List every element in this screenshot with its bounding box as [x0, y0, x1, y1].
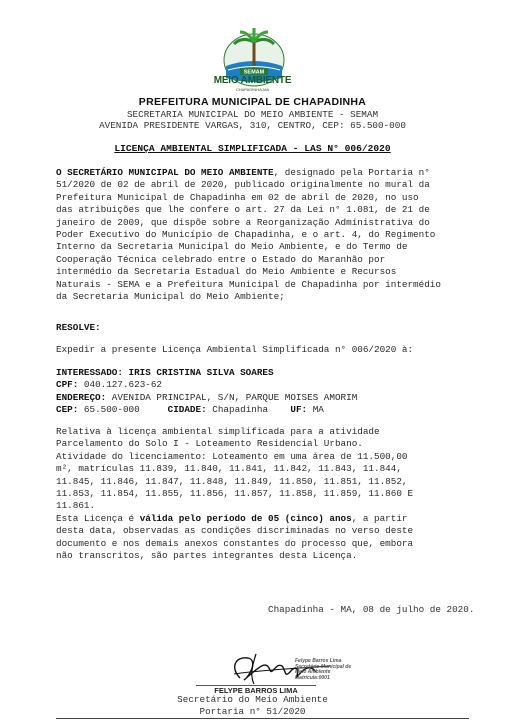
- intro-line: , designado pela Portaria n°: [273, 167, 430, 178]
- logo-brand: MEIO AMBIENTE: [213, 75, 292, 86]
- intro-bold-lead: O SECRETÁRIO MUNICIPAL DO MEIO AMBIENTE: [56, 167, 274, 178]
- cep-value: 65.500-000: [78, 404, 140, 416]
- handwritten-signature-icon: [200, 648, 380, 688]
- validade-line: documento e nos demais anexos constantes do processo que, embora: [56, 537, 414, 549]
- interessado-name: INTERESSADO: IRIS CRISTINA SILVA SOARES: [56, 367, 274, 378]
- intro-line: das atribuições que lhe confere o art. 27 da Lei n° 1.081, de 21 de: [56, 204, 430, 216]
- intro-line: Prefeitura Municipal de Chapadinha em 02 de abril de 2020, no uso: [56, 191, 419, 203]
- validade-bold: válida pelo período de 05 (cinco) anos: [139, 512, 352, 524]
- atividade-line: Atividade do licenciamento: Loteamento em uma área de 11.500,00: [56, 450, 408, 462]
- header-address: AVENIDA PRESIDENTE VARGAS, 310, CENTRO, CEP: 65.500-000: [99, 120, 406, 131]
- atividade-line: 11.853, 11.854, 11.855, 11.856, 11.857, 11.858, 11.859, 11.860 E: [56, 488, 414, 500]
- atividade-line: 11.861.: [56, 500, 96, 512]
- signer-portaria: Portaria n° 51/2020: [199, 706, 306, 717]
- logo-sub: CHAPADINHA-MA: [235, 87, 270, 92]
- resolve-label: RESOLVE:: [56, 322, 101, 333]
- intro-line: Interno da Secretaria Municipal do Meio Ambiente, e do Termo de: [56, 241, 408, 253]
- atividade-line: Relativa à licença ambiental simplificada para a atividade: [56, 426, 380, 437]
- intro-line: da Secretaria Municipal do Meio Ambiente;: [56, 291, 285, 303]
- cpf-value: 040.127.623-62: [78, 379, 163, 391]
- endereco-value: AVENIDA PRINCIPAL, S/N, PARQUE MOISES AMORIM: [106, 391, 358, 403]
- atividade-line: m², matrículas 11.839, 11.840, 11.841, 11.842, 11.843, 11.844,: [56, 463, 402, 475]
- expedir-text: Expedir a presente Licença Ambiental Simplificada n° 006/2020 à:: [56, 344, 414, 355]
- signature-stamp: Felype Barros Lima Secretário Municipal de Meio Ambiente Matrícula:0001: [295, 658, 352, 681]
- atividade-line: 11.845, 11.846, 11.847, 11.848, 11.849, 11.850, 11.851, 11.852,: [56, 475, 408, 487]
- intro-line: Naturais - SEMA e a Prefeitura Municipal de Chapadinha por intermédio: [56, 278, 441, 290]
- signer-role: Secretário do Meio Ambiente: [177, 694, 328, 705]
- intro-line: Poder Executivo do Município de Chapadinha, e o art. 4, do Regimento: [56, 229, 436, 241]
- atividade-paragraph: Relativa à licença ambiental simplificada para a atividade Parcelamento do Solo I - Loteamento Residencial Urbano. Atividade do licenciamento: Loteamento em uma área de 11.500,00 m², matrículas 11.839, 11.840, 11.841, 11.842, 11.843, 11.844, 11.845, 11.846, 11.847, 11.848, 11.849, 11.850, 11.851, 11.852, 11.853, 11.854, 11.855, 11.856, 11.857, 11.858, 11.859, 11.860 E 11.861. Esta Licença é válida pelo período de 05 (cinco) anos, a partir desta data, observadas as condições discriminadas no verso deste documento e nos demais anexos constantes do processo que, embora não transcritos, são partes integrantes desta Licença.: [56, 426, 469, 562]
- footer-divider: [56, 718, 469, 719]
- intro-line: Cooperação Técnica celebrado entre o Estado do Maranhão por: [56, 253, 386, 265]
- logo-banner: SEMAM: [243, 69, 265, 76]
- intro-line: janeiro de 2009, que dispõe sobre a Reorganização Administrativa do: [56, 216, 430, 228]
- header-secretaria: SECRETARIA MUNICIPAL DO MEIO AMBIENTE - SEMAM: [126, 109, 379, 120]
- document-title: LICENÇA AMBIENTAL SIMPLIFICADA - LAS N° 006/2020: [114, 143, 391, 154]
- validade-line: não transcritos, são partes integrantes desta Licença.: [56, 550, 358, 562]
- intro-line: 51/2020 de 02 de abril de 2020, publicado originalmente no mural da: [56, 179, 430, 191]
- interessado-block: INTERESSADO: IRIS CRISTINA SILVA SOARES CPF: 040.127.623-62 ENDEREÇO: AVENIDA PRINCIPAL, S/N, PARQUE MOISES AMORIM CEP: 65.500-000 CIDADE: Chapadinha UF: MA: [56, 367, 358, 416]
- intro-paragraph: [56, 167, 469, 303]
- validade-line: desta data, observadas as condições discriminadas no verso deste: [56, 525, 414, 537]
- header-title: PREFEITURA MUNICIPAL DE CHAPADINHA: [138, 96, 367, 108]
- document-date: Chapadinha - MA, 08 de julho de 2020.: [268, 604, 475, 615]
- cidade-value: Chapadinha: [206, 404, 269, 416]
- uf-value: MA: [307, 404, 324, 416]
- intro-line: intermédio da Secretaria Estadual do Meio Ambiente e Recursos: [56, 266, 397, 278]
- atividade-line: Parcelamento do Solo I - Loteamento Residencial Urbano.: [56, 438, 363, 450]
- signer-name: FELYPE BARROS LIMA: [196, 685, 316, 695]
